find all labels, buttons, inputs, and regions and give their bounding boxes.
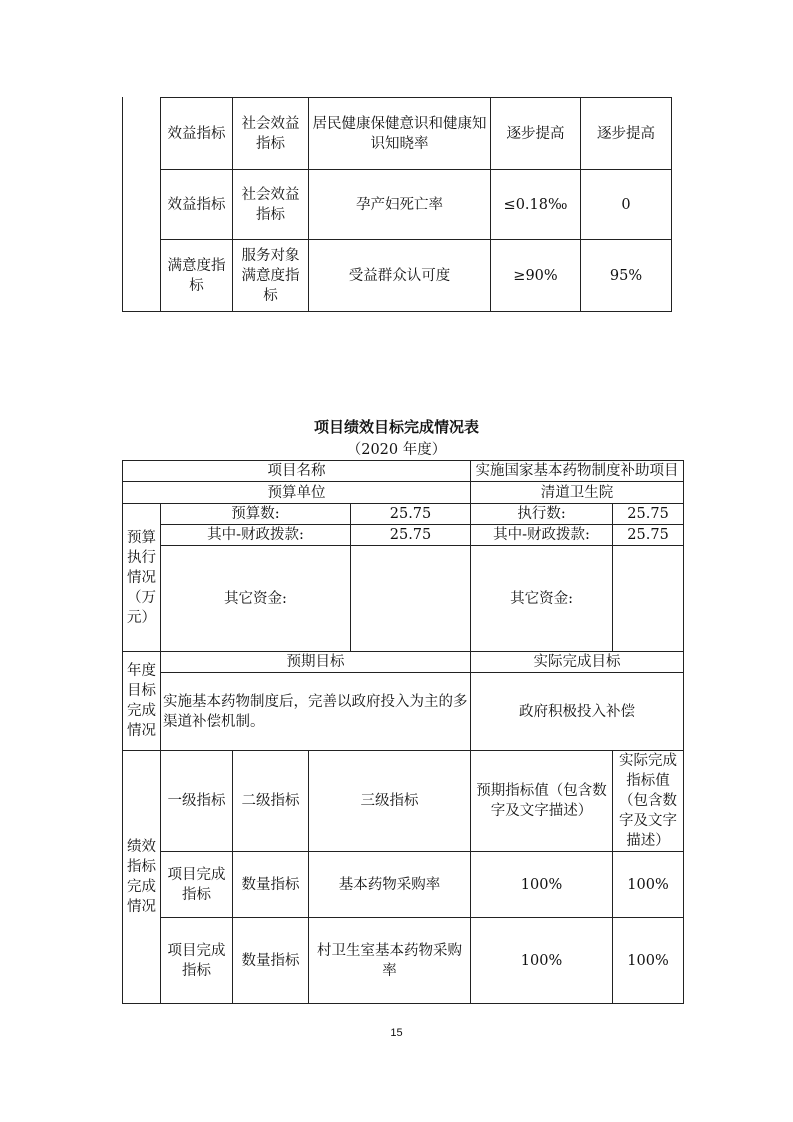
expected-goal-header: 预期目标 — [161, 652, 471, 673]
page-number: 15 — [390, 1027, 403, 1039]
header-level3: 三级指标 — [309, 751, 471, 852]
level3-cell: 村卫生室基本药物采购率 — [309, 918, 471, 1004]
table-row — [123, 652, 684, 673]
budget-label: 预算数: — [161, 504, 351, 525]
level2-cell: 服务对象满意度指标 — [233, 240, 309, 312]
table-row — [123, 852, 684, 918]
level1-cell: 效益指标 — [161, 98, 233, 170]
fiscal-label-1: 其中-财政拨款: — [161, 525, 351, 546]
budget-value: 25.75 — [351, 504, 471, 525]
expected-goal-text: 实施基本药物制度后，完善以政府投入为主的多渠道补偿机制。 — [161, 673, 471, 751]
top-left-border — [122, 97, 123, 311]
level2-cell: 社会效益指标 — [233, 98, 309, 170]
actual-cell: 逐步提高 — [581, 98, 672, 170]
expected-cell: 100% — [471, 918, 613, 1004]
fiscal-label-2: 其中-财政拨款: — [471, 525, 613, 546]
level3-cell: 孕产妇死亡率 — [309, 170, 491, 240]
table-row — [161, 240, 672, 312]
level1-cell: 满意度指标 — [161, 240, 233, 312]
level1-cell: 项目完成指标 — [161, 918, 233, 1004]
level3-cell: 受益群众认可度 — [309, 240, 491, 312]
table-row — [123, 673, 684, 751]
expected-cell: 100% — [471, 852, 613, 918]
target-cell: ≥90% — [491, 240, 581, 312]
top-indicator-table — [160, 97, 672, 312]
other-funds-label-1: 其它资金: — [161, 546, 351, 652]
performance-table — [122, 460, 684, 1004]
level3-cell: 基本药物采购率 — [309, 852, 471, 918]
project-name-label: 项目名称 — [123, 461, 471, 482]
level1-cell: 效益指标 — [161, 170, 233, 240]
header-actual: 实际完成指标值（包含数字及文字描述） — [613, 751, 684, 852]
table-row — [161, 98, 672, 170]
actual-cell: 100% — [613, 918, 684, 1004]
target-cell: 逐步提高 — [491, 98, 581, 170]
target-cell: ≤0.18‰ — [491, 170, 581, 240]
header-level1: 一级指标 — [161, 751, 233, 852]
table-row — [123, 504, 684, 525]
other-funds-value-1 — [351, 546, 471, 652]
level2-cell: 数量指标 — [233, 918, 309, 1004]
perf-section-label: 绩效指标完成情况 — [123, 751, 161, 1004]
actual-cell: 95% — [581, 240, 672, 312]
exec-value: 25.75 — [613, 504, 684, 525]
level3-cell: 居民健康保健意识和健康知识知晓率 — [309, 98, 491, 170]
header-level2: 二级指标 — [233, 751, 309, 852]
actual-cell: 100% — [613, 852, 684, 918]
table-row — [123, 546, 684, 652]
report-subtitle: （2020 年度） — [346, 442, 447, 458]
exec-label: 执行数: — [471, 504, 613, 525]
actual-goal-text: 政府积极投入补偿 — [471, 673, 684, 751]
table-row — [123, 482, 684, 504]
table-row — [161, 170, 672, 240]
fiscal-value-2: 25.75 — [613, 525, 684, 546]
budget-section-label: 预算执行情况（万元） — [123, 504, 161, 652]
other-funds-value-2 — [613, 546, 684, 652]
table-row — [123, 525, 684, 546]
actual-goal-header: 实际完成目标 — [471, 652, 684, 673]
top-bottom-border — [122, 311, 161, 312]
level2-cell: 社会效益指标 — [233, 170, 309, 240]
fiscal-value-1: 25.75 — [351, 525, 471, 546]
level1-cell: 项目完成指标 — [161, 852, 233, 918]
other-funds-label-2: 其它资金: — [471, 546, 613, 652]
table-row — [123, 751, 684, 852]
project-name-value: 实施国家基本药物制度补助项目 — [471, 461, 684, 482]
table-row — [123, 918, 684, 1004]
report-title: 项目绩效目标完成情况表 — [313, 418, 479, 436]
table-row — [123, 461, 684, 482]
level2-cell: 数量指标 — [233, 852, 309, 918]
budget-unit-value: 清道卫生院 — [471, 482, 684, 504]
actual-cell: 0 — [581, 170, 672, 240]
annual-section-label: 年度目标完成情况 — [123, 652, 161, 751]
budget-unit-label: 预算单位 — [123, 482, 471, 504]
header-expected: 预期指标值（包含数字及文字描述） — [471, 751, 613, 852]
